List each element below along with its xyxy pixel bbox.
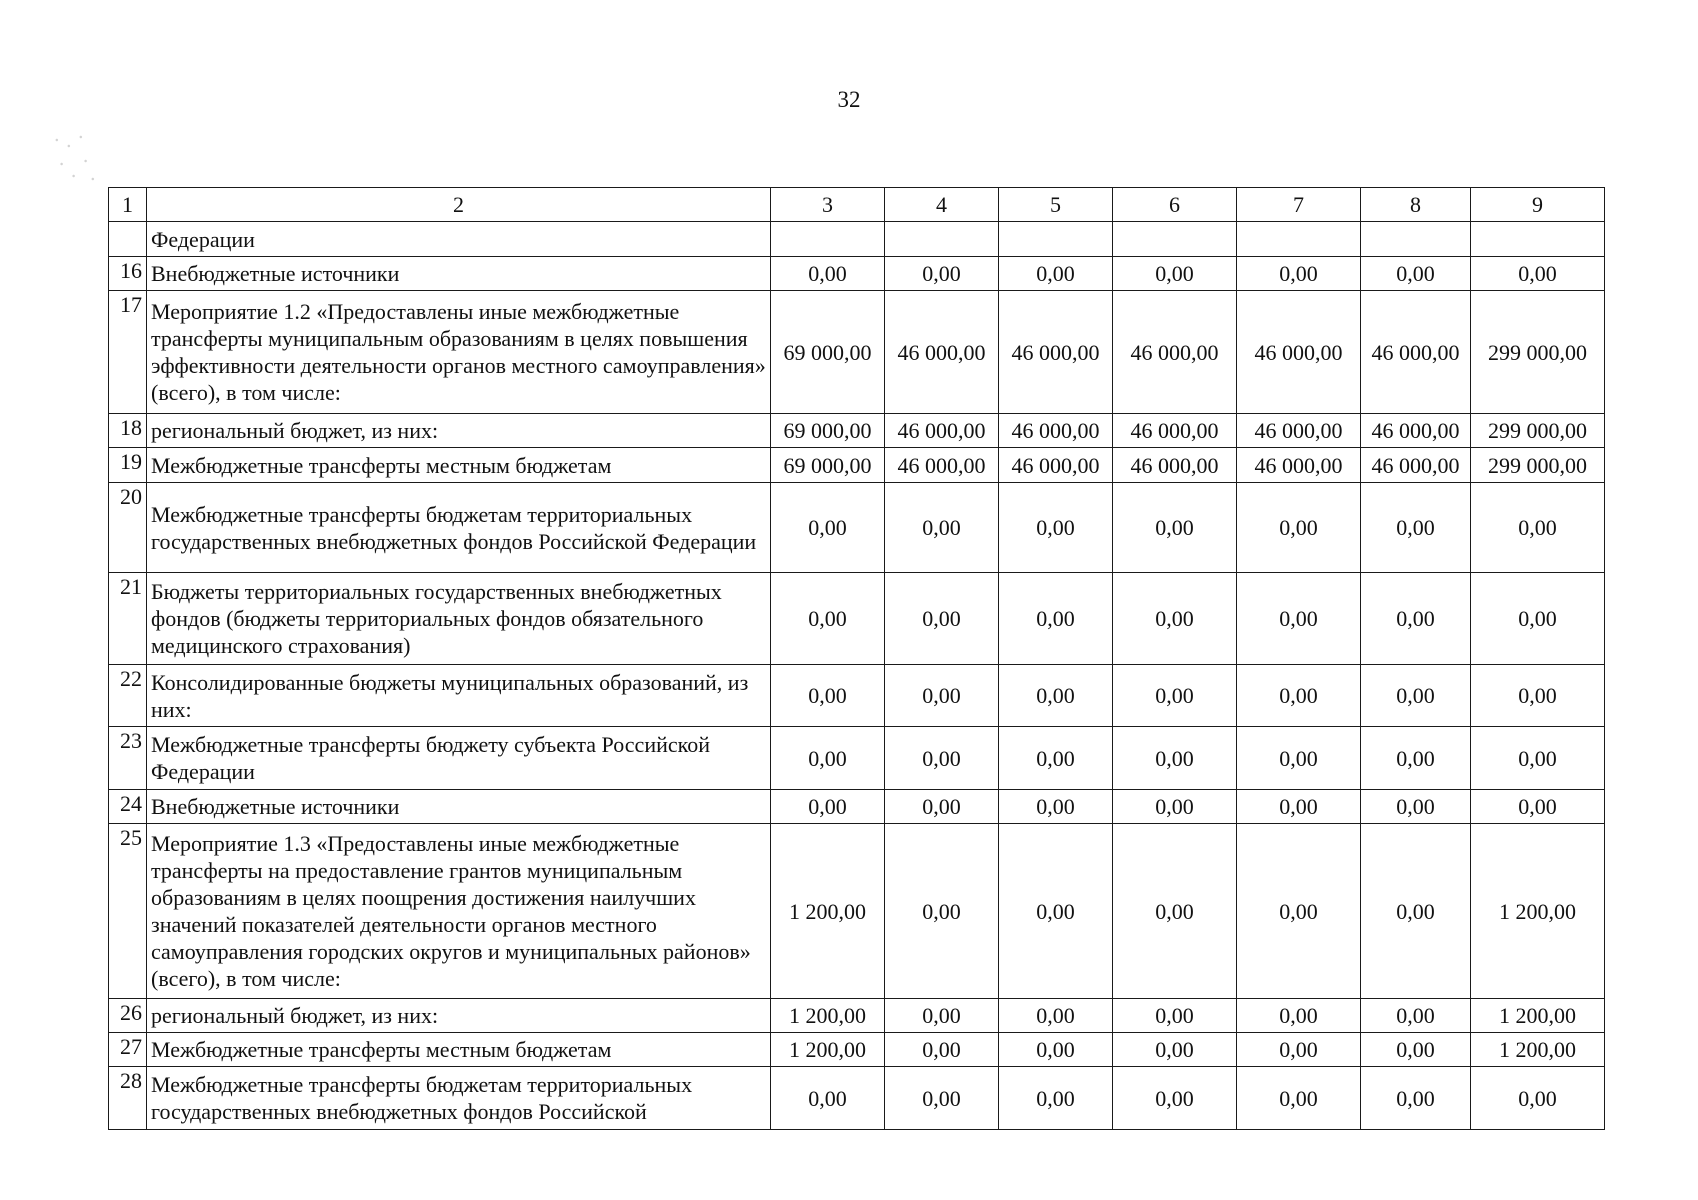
table-row — [109, 1067, 1605, 1130]
row-value: 69 000,00 — [771, 414, 885, 448]
row-value: 0,00 — [999, 999, 1113, 1033]
table-row — [109, 665, 1605, 727]
row-value: 299 000,00 — [1471, 414, 1605, 448]
table-row — [109, 483, 1605, 573]
row-name: региональный бюджет, из них: — [147, 999, 771, 1033]
row-value: 0,00 — [999, 727, 1113, 790]
row-name: Межбюджетные трансферты местным бюджетам — [147, 448, 771, 483]
column-header: 9 — [1471, 188, 1605, 222]
row-value: 0,00 — [1237, 483, 1361, 573]
table-row — [109, 573, 1605, 665]
row-value: 1 200,00 — [771, 999, 885, 1033]
row-value: 0,00 — [1471, 573, 1605, 665]
row-number: 23 — [109, 727, 147, 790]
row-value: 0,00 — [1237, 824, 1361, 999]
row-value: 0,00 — [1237, 790, 1361, 824]
row-value — [1471, 222, 1605, 257]
row-value: 0,00 — [999, 1033, 1113, 1067]
row-value: 0,00 — [1113, 999, 1237, 1033]
row-value: 0,00 — [885, 1067, 999, 1130]
row-number: 16 — [109, 257, 147, 291]
row-value: 0,00 — [1361, 257, 1471, 291]
row-value: 0,00 — [771, 727, 885, 790]
row-value: 46 000,00 — [1237, 291, 1361, 414]
row-value: 0,00 — [999, 573, 1113, 665]
column-header: 8 — [1361, 188, 1471, 222]
row-value: 0,00 — [1361, 1067, 1471, 1130]
row-value: 46 000,00 — [1237, 414, 1361, 448]
row-value: 0,00 — [1113, 790, 1237, 824]
row-value: 0,00 — [1471, 483, 1605, 573]
row-value: 0,00 — [771, 790, 885, 824]
row-value: 0,00 — [1471, 727, 1605, 790]
row-value: 0,00 — [999, 790, 1113, 824]
row-value: 1 200,00 — [1471, 999, 1605, 1033]
table-row — [109, 824, 1605, 999]
row-value: 46 000,00 — [999, 448, 1113, 483]
row-name: Межбюджетные трансферты местным бюджетам — [147, 1033, 771, 1067]
scan-noise — [52, 128, 100, 188]
row-value: 0,00 — [999, 665, 1113, 727]
table-row — [109, 222, 1605, 257]
row-value — [999, 222, 1113, 257]
row-value: 0,00 — [885, 1033, 999, 1067]
row-value: 46 000,00 — [1361, 448, 1471, 483]
row-value: 46 000,00 — [885, 291, 999, 414]
row-value: 46 000,00 — [999, 291, 1113, 414]
row-value: 0,00 — [1361, 573, 1471, 665]
row-value: 0,00 — [1237, 257, 1361, 291]
row-value: 46 000,00 — [1113, 291, 1237, 414]
row-value: 0,00 — [885, 999, 999, 1033]
row-name: Мероприятие 1.2 «Предоставлены иные межбюджетные трансферты муниципальным образованиям в целях повышения эффективности деятельности органов местного самоуправления» (всего), в том числе: — [147, 291, 771, 414]
row-value: 0,00 — [999, 257, 1113, 291]
row-value: 0,00 — [1361, 790, 1471, 824]
row-name: Внебюджетные источники — [147, 257, 771, 291]
row-value: 0,00 — [1237, 573, 1361, 665]
row-value: 0,00 — [771, 257, 885, 291]
row-value: 69 000,00 — [771, 291, 885, 414]
row-value: 0,00 — [1237, 1033, 1361, 1067]
row-number: 19 — [109, 448, 147, 483]
row-value: 0,00 — [1361, 1033, 1471, 1067]
row-value: 1 200,00 — [1471, 1033, 1605, 1067]
row-name: Межбюджетные трансферты бюджетам территориальных государственных внебюджетных фондов Российской Федерации — [147, 483, 771, 573]
row-name: региональный бюджет, из них: — [147, 414, 771, 448]
row-value: 69 000,00 — [771, 448, 885, 483]
row-number — [109, 222, 147, 257]
table-row — [109, 291, 1605, 414]
row-value: 0,00 — [1113, 573, 1237, 665]
row-value: 0,00 — [999, 824, 1113, 999]
row-name: Консолидированные бюджеты муниципальных образований, из них: — [147, 665, 771, 727]
row-value: 0,00 — [1113, 483, 1237, 573]
row-number: 18 — [109, 414, 147, 448]
row-value: 0,00 — [1471, 257, 1605, 291]
budget-table — [108, 187, 1605, 1130]
row-value: 46 000,00 — [1237, 448, 1361, 483]
row-value: 0,00 — [1361, 824, 1471, 999]
row-value: 1 200,00 — [771, 824, 885, 999]
table-row — [109, 999, 1605, 1033]
column-header: 1 — [109, 188, 147, 222]
row-value: 0,00 — [885, 573, 999, 665]
table-row — [109, 1033, 1605, 1067]
row-value: 0,00 — [1237, 999, 1361, 1033]
row-value: 0,00 — [1113, 824, 1237, 999]
row-number: 25 — [109, 824, 147, 999]
row-number: 22 — [109, 665, 147, 727]
row-value — [1361, 222, 1471, 257]
row-value: 0,00 — [885, 727, 999, 790]
row-name: Межбюджетные трансферты бюджетам территориальных государственных внебюджетных фондов Российской — [147, 1067, 771, 1130]
row-value: 0,00 — [999, 483, 1113, 573]
row-value: 0,00 — [885, 824, 999, 999]
row-value: 0,00 — [771, 665, 885, 727]
row-value: 0,00 — [1471, 665, 1605, 727]
row-name: Межбюджетные трансферты бюджету субъекта Российской Федерации — [147, 727, 771, 790]
row-value: 0,00 — [1471, 1067, 1605, 1130]
row-value: 0,00 — [771, 1067, 885, 1130]
column-header: 6 — [1113, 188, 1237, 222]
row-value: 0,00 — [885, 257, 999, 291]
table-row — [109, 414, 1605, 448]
row-value: 0,00 — [1113, 665, 1237, 727]
row-name: Бюджеты территориальных государственных внебюджетных фондов (бюджеты территориальных фондов обязательного медицинского страхования) — [147, 573, 771, 665]
table-row — [109, 727, 1605, 790]
row-value — [885, 222, 999, 257]
table-row — [109, 448, 1605, 483]
row-value: 0,00 — [1361, 999, 1471, 1033]
row-value: 0,00 — [1237, 1067, 1361, 1130]
row-value: 0,00 — [1361, 727, 1471, 790]
row-name: Внебюджетные источники — [147, 790, 771, 824]
row-number: 17 — [109, 291, 147, 414]
column-header: 3 — [771, 188, 885, 222]
row-value: 0,00 — [771, 573, 885, 665]
row-number: 27 — [109, 1033, 147, 1067]
row-value: 0,00 — [1471, 790, 1605, 824]
page-number: 32 — [837, 87, 861, 112]
row-value: 46 000,00 — [1361, 291, 1471, 414]
row-value: 46 000,00 — [885, 414, 999, 448]
row-number: 21 — [109, 573, 147, 665]
row-value: 1 200,00 — [771, 1033, 885, 1067]
row-value: 0,00 — [1113, 1067, 1237, 1130]
row-value: 0,00 — [885, 483, 999, 573]
row-value: 0,00 — [1237, 727, 1361, 790]
row-value: 0,00 — [771, 483, 885, 573]
table-header-row — [109, 188, 1605, 222]
row-value: 46 000,00 — [1361, 414, 1471, 448]
row-value — [1113, 222, 1237, 257]
column-header: 7 — [1237, 188, 1361, 222]
row-value: 299 000,00 — [1471, 448, 1605, 483]
column-header: 5 — [999, 188, 1113, 222]
row-value: 0,00 — [1113, 257, 1237, 291]
row-value: 0,00 — [1113, 1033, 1237, 1067]
row-value: 46 000,00 — [1113, 414, 1237, 448]
row-number: 24 — [109, 790, 147, 824]
row-value: 46 000,00 — [1113, 448, 1237, 483]
table-row — [109, 257, 1605, 291]
row-value: 0,00 — [1113, 727, 1237, 790]
row-value: 0,00 — [1361, 483, 1471, 573]
row-name: Федерации — [147, 222, 771, 257]
row-value: 1 200,00 — [1471, 824, 1605, 999]
column-header: 4 — [885, 188, 999, 222]
row-number: 20 — [109, 483, 147, 573]
row-value: 0,00 — [885, 665, 999, 727]
row-value: 46 000,00 — [885, 448, 999, 483]
row-value — [1237, 222, 1361, 257]
row-number: 26 — [109, 999, 147, 1033]
row-name: Мероприятие 1.3 «Предоставлены иные межбюджетные трансферты на предоставление грантов муниципальным образованиям в целях поощрения достижения наилучших значений показателей деятельности органов местного самоуправления городских округов и муниципальных районов» (всего), в том числе: — [147, 824, 771, 999]
table-row — [109, 790, 1605, 824]
row-value — [771, 222, 885, 257]
row-value: 0,00 — [1237, 665, 1361, 727]
row-value: 0,00 — [885, 790, 999, 824]
row-number: 28 — [109, 1067, 147, 1130]
row-value: 0,00 — [999, 1067, 1113, 1130]
row-value: 46 000,00 — [999, 414, 1113, 448]
row-value: 0,00 — [1361, 665, 1471, 727]
row-value: 299 000,00 — [1471, 291, 1605, 414]
column-header: 2 — [147, 188, 771, 222]
